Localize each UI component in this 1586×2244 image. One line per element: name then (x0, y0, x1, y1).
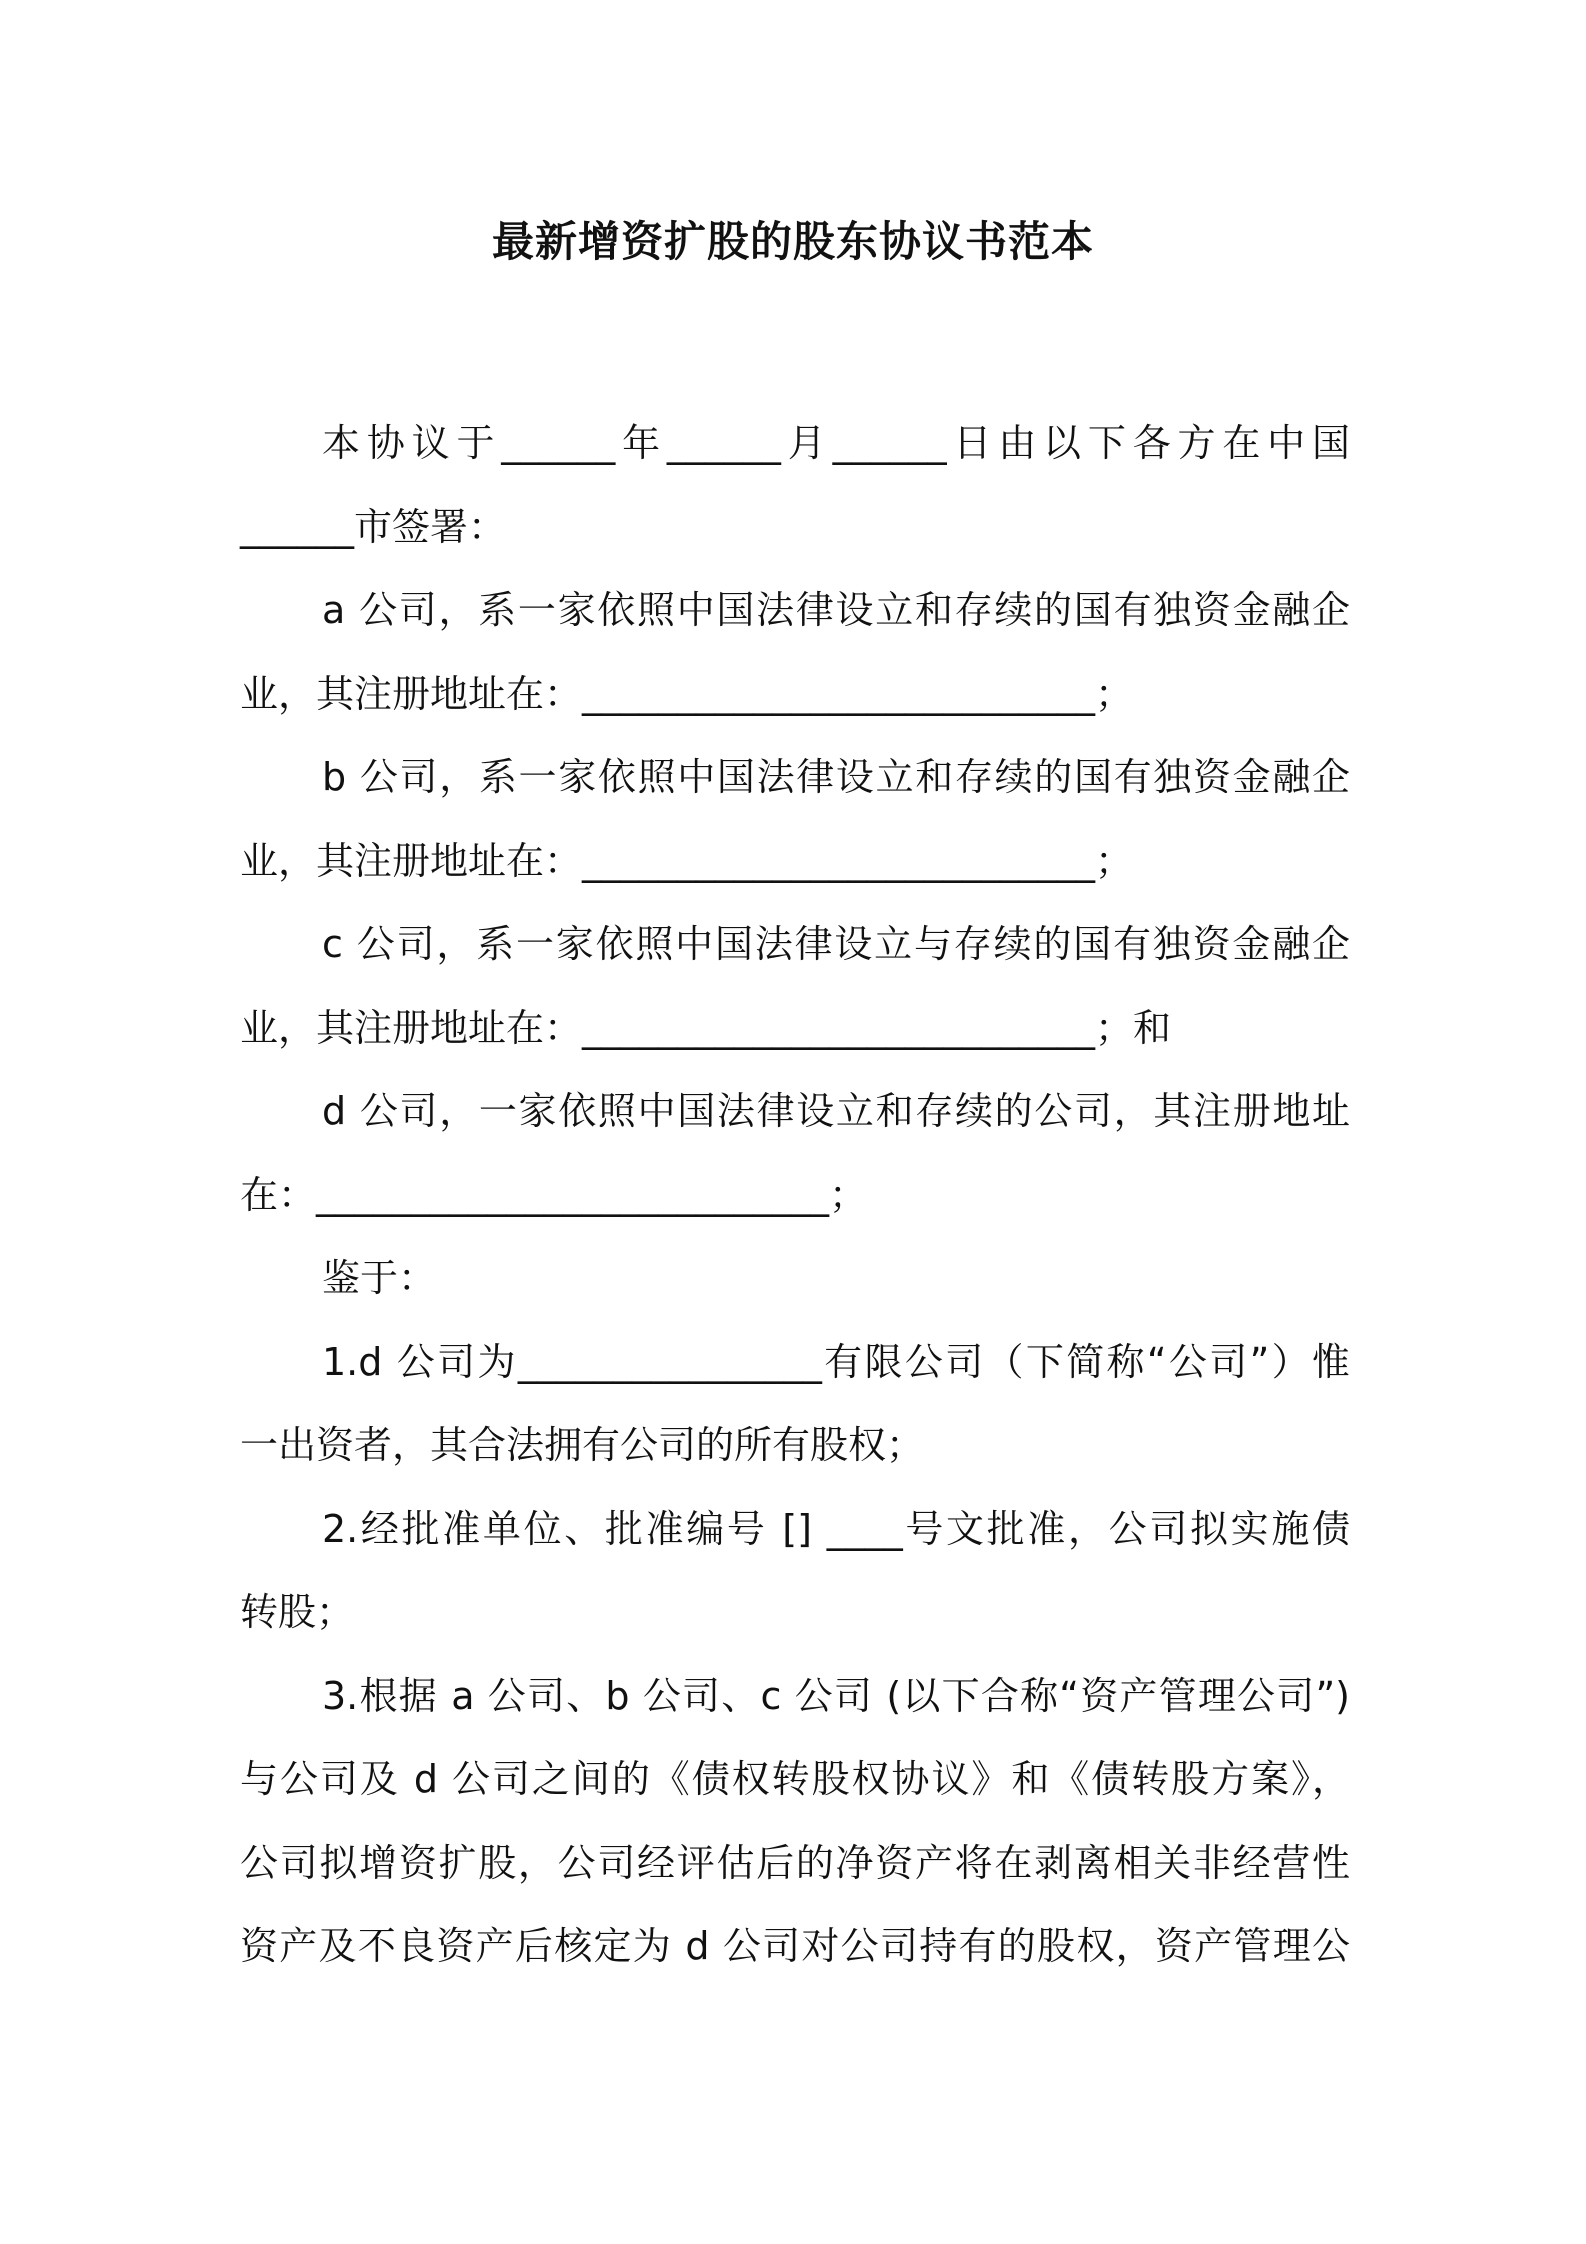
paragraph-line: 一出资者，其合法拥有公司的所有股权； (240, 1423, 925, 1467)
paragraph-line: d 公司，一家依照中国法律设立和存续的公司，其注册地址 (322, 1089, 1350, 1133)
document-title: 最新增资扩股的股东协议书范本 (491, 217, 1094, 266)
paragraph-line: 鉴于： (322, 1256, 437, 1300)
paragraph-line: b 公司，系一家依照中国法律设立和存续的国有独资金融企 (322, 755, 1350, 799)
paragraph-line: 与公司及 d 公司之间的《债权转股权协议》和《债转股方案》， (240, 1757, 1350, 1801)
paragraph-line: 资产及不良资产后核定为 d 公司对公司持有的股权，资产管理公 (240, 1924, 1350, 1968)
paragraph-line: 在：___________________________； (240, 1172, 868, 1217)
paragraph-line: 2.经批准单位、批准编号 [] ____号文批准，公司拟实施债 (322, 1506, 1350, 1551)
document-body (240, 402, 1350, 1989)
paragraph-line: 业，其注册地址在：___________________________；和 (240, 1005, 1172, 1050)
paragraph-line: a 公司，系一家依照中国法律设立和存续的国有独资金融企 (322, 588, 1350, 632)
paragraph-line: 转股； (240, 1590, 355, 1634)
paragraph-line: ______市签署： (240, 504, 507, 549)
paragraph-line: 1.d 公司为________________有限公司（下简称“公司”）惟 (322, 1339, 1350, 1384)
paragraph-line: 3.根据 a 公司、b 公司、c 公司 (以下合称“资产管理公司”) (322, 1673, 1350, 1718)
paragraph-line: 业，其注册地址在：___________________________； (240, 838, 1134, 883)
paragraph-line: 业，其注册地址在：___________________________； (240, 671, 1134, 716)
paragraph-line: c 公司，系一家依照中国法律设立与存续的国有独资金融企 (322, 922, 1350, 966)
paragraph-line: 本协议于______年______月______日由以下各方在中国 (322, 421, 1350, 465)
paragraph-line: 公司拟增资扩股，公司经评估后的净资产将在剥离相关非经营性 (240, 1840, 1350, 1885)
